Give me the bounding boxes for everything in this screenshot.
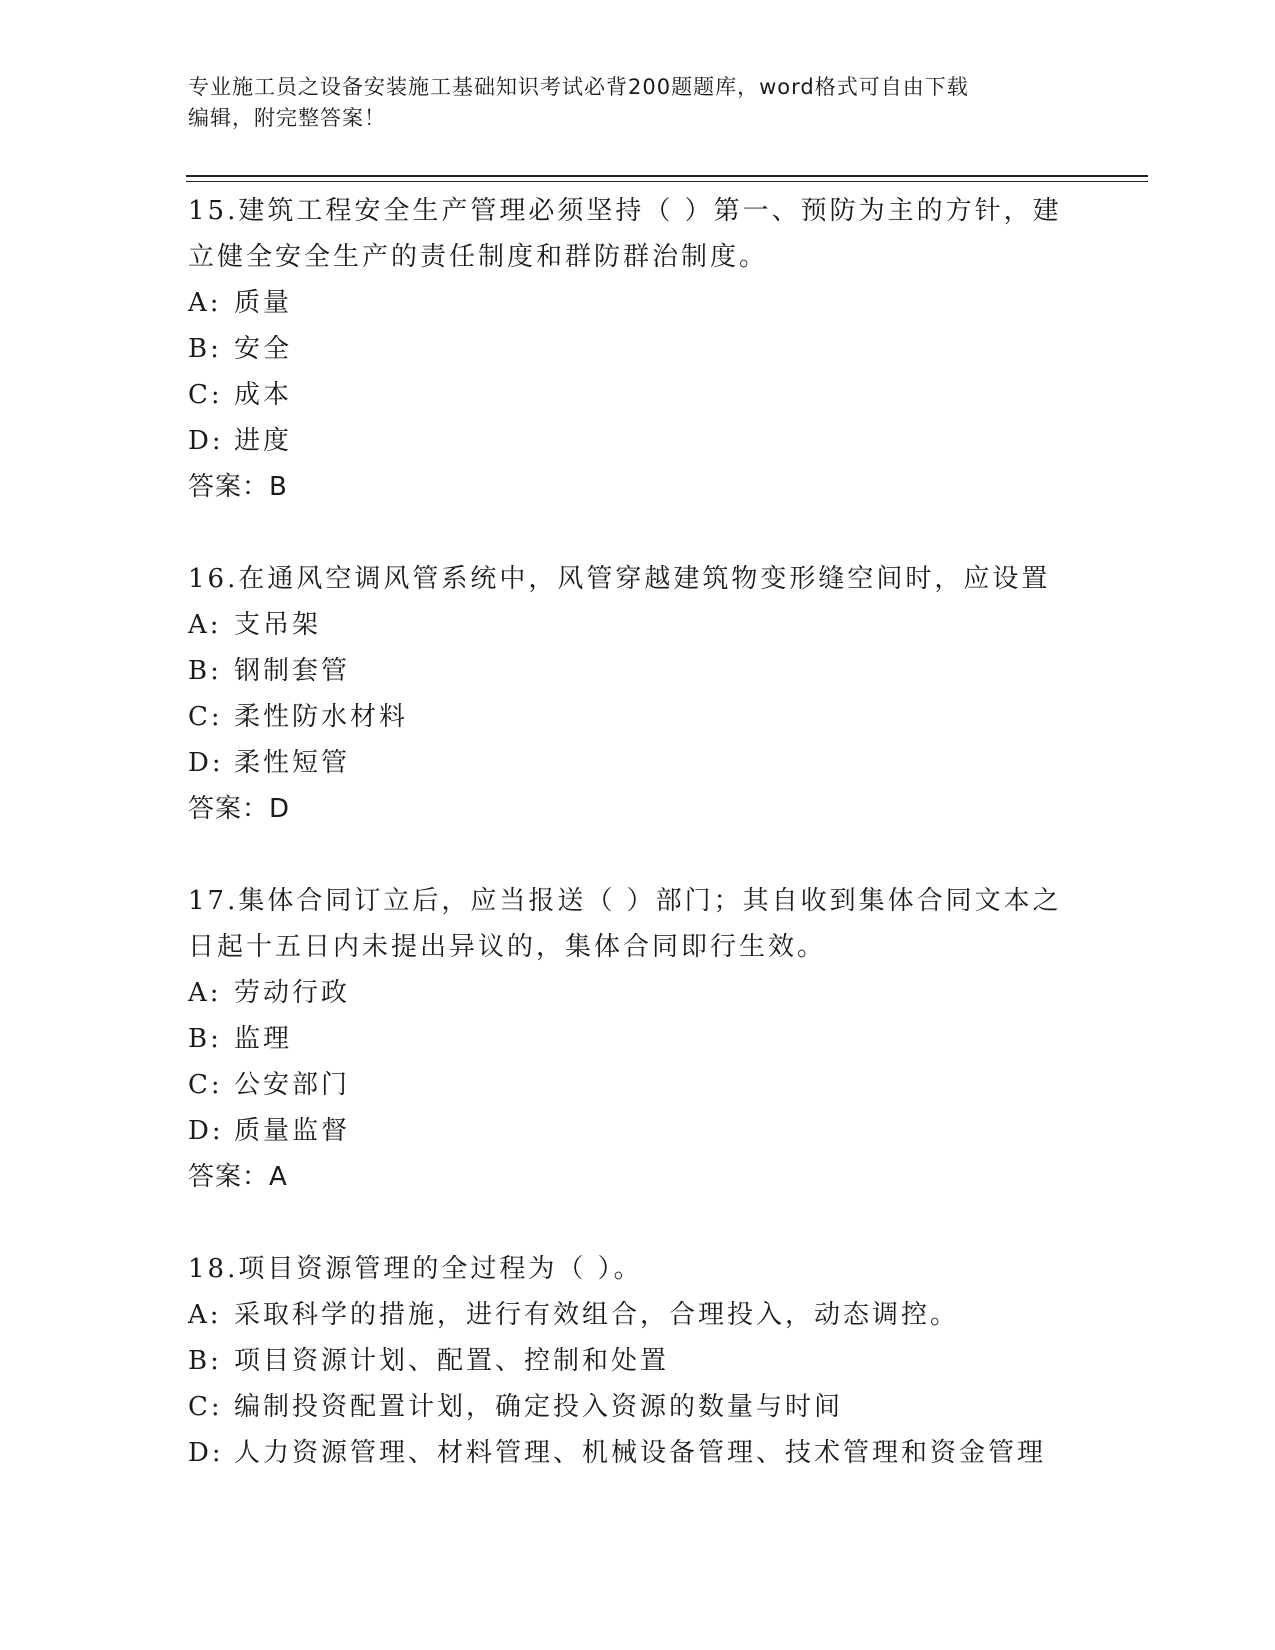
option-b (188, 1338, 1088, 1384)
option-text: 进度 (234, 426, 293, 456)
option-text: 采取科学的措施，进行有效组合，合理投入，动态调控。 (234, 1300, 960, 1330)
question-18 (188, 1246, 1088, 1476)
header-divider-thick (186, 175, 1148, 177)
question-text: 17.集体合同订立后，应当报送（ ）部门；其自收到集体合同文本之日起十五日内未提出异议的，集体合同即行生效。 (188, 886, 1062, 962)
option-letter: D: (188, 748, 224, 778)
option-a (188, 1292, 1088, 1338)
option-letter: A: (188, 288, 222, 318)
option-d (188, 1430, 1088, 1476)
question-16 (188, 556, 1088, 832)
answer-line: 答案：B (188, 472, 288, 502)
option-letter: C: (188, 702, 223, 732)
option-text: 劳动行政 (234, 978, 351, 1008)
option-text: 项目资源计划、配置、控制和处置 (234, 1346, 670, 1376)
option-letter: A: (188, 610, 222, 640)
option-letter: C: (188, 380, 223, 410)
option-text: 钢制套管 (234, 656, 351, 686)
option-letter: A: (188, 978, 222, 1008)
option-text: 监理 (234, 1024, 293, 1054)
option-c (188, 1062, 1088, 1108)
option-letter: A: (188, 1300, 222, 1330)
option-letter: C: (188, 1070, 223, 1100)
option-a (188, 280, 1088, 326)
option-letter: D: (188, 426, 224, 456)
option-letter: B: (188, 334, 222, 364)
option-b (188, 648, 1088, 694)
option-c (188, 694, 1088, 740)
option-letter: C: (188, 1392, 223, 1422)
question-17 (188, 878, 1088, 1200)
option-text: 质量监督 (234, 1116, 351, 1146)
option-b (188, 326, 1088, 372)
option-a (188, 970, 1088, 1016)
document-header (188, 72, 1068, 134)
question-15 (188, 188, 1088, 510)
option-letter: B: (188, 1346, 222, 1376)
option-text: 编制投资配置计划，确定投入资源的数量与时间 (234, 1392, 844, 1422)
option-text: 成本 (234, 380, 293, 410)
question-text: 16.在通风空调风管系统中，风管穿越建筑物变形缝空间时，应设置 (188, 564, 1051, 594)
header-line-2: 编辑，附完整答案！ (188, 106, 386, 130)
option-text: 柔性短管 (234, 748, 351, 778)
option-text: 安全 (234, 334, 293, 364)
option-letter: B: (188, 1024, 222, 1054)
option-d (188, 740, 1088, 786)
option-c (188, 1384, 1088, 1430)
option-text: 柔性防水材料 (234, 702, 409, 732)
question-list (188, 188, 1088, 1522)
option-a (188, 602, 1088, 648)
option-letter: B: (188, 656, 222, 686)
option-letter: D: (188, 1116, 224, 1146)
question-text: 15.建筑工程安全生产管理必须坚持（ ）第一、预防为主的方针，建立健全安全生产的责任制度和群防群治制度。 (188, 196, 1062, 272)
option-letter: D: (188, 1438, 224, 1468)
answer-line: 答案：D (188, 794, 291, 824)
option-text: 人力资源管理、材料管理、机械设备管理、技术管理和资金管理 (234, 1438, 1047, 1468)
option-text: 支吊架 (234, 610, 322, 640)
option-b (188, 1016, 1088, 1062)
option-text: 质量 (234, 288, 293, 318)
option-c (188, 372, 1088, 418)
question-text: 18.项目资源管理的全过程为（ ）。 (188, 1254, 643, 1284)
header-divider-thin (186, 181, 1148, 182)
header-line-1: 专业施工员之设备安装施工基础知识考试必背200题题库，word格式可自由下载 (188, 75, 969, 99)
option-d (188, 1108, 1088, 1154)
option-text: 公安部门 (234, 1070, 351, 1100)
option-d (188, 418, 1088, 464)
answer-line: 答案：A (188, 1162, 288, 1192)
